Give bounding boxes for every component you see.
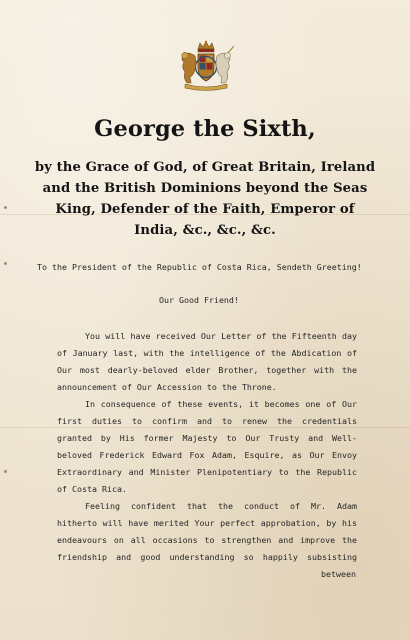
royal-coat-of-arms-icon (171, 40, 241, 92)
body-line: Our most dearly-beloved elder Brother, together with the (57, 365, 357, 375)
body-line: In consequence of these events, it becomes one of Our (85, 399, 357, 409)
royal-style-line: King, Defender of the Faith, Emperor of (55, 202, 355, 217)
document-title: George the Sixth, (94, 116, 316, 142)
royal-style-line: and the British Dominions beyond the Seas (42, 181, 368, 196)
body-line: endeavours on all occasions to strengthen and improve the (57, 535, 357, 545)
body-line: hitherto will have merited Your perfect approbation, by his (57, 518, 357, 528)
body-line: beloved Frederick Edward Fox Adam, Esquire, as Our Envoy (57, 450, 357, 460)
paper-fold (0, 427, 410, 428)
binding-hole (4, 206, 7, 209)
body-line: Feeling confident that the conduct of Mr. Adam (85, 501, 357, 511)
body-line: granted by His former Majesty to Our Trusty and Well- (57, 433, 357, 443)
body-line: You will have received Our Letter of the Fifteenth day (85, 331, 357, 341)
catchword: between (321, 569, 356, 579)
binding-hole (4, 262, 7, 265)
royal-style-line: India, &c., &c., &c. (134, 223, 276, 238)
body-line: Extraordinary and Minister Plenipotentiary to the Republic (57, 467, 357, 477)
binding-hole (4, 470, 7, 473)
royal-style-line: by the Grace of God, of Great Britain, Ireland (34, 160, 376, 175)
body-line: of Costa Rica. (57, 484, 127, 494)
body-line: announcement of Our Accession to the Throne. (57, 382, 277, 392)
body-line: friendship and good understanding so happily subsisting (57, 552, 357, 562)
body-line: of January last, with the intelligence of the Abdication of (57, 348, 357, 358)
body-line: first duties to confirm and to renew the credentials (57, 416, 357, 426)
address-line: To the President of the Republic of Costa Rica, Sendeth Greeting! (37, 262, 362, 272)
salutation: Our Good Friend! (159, 295, 239, 305)
